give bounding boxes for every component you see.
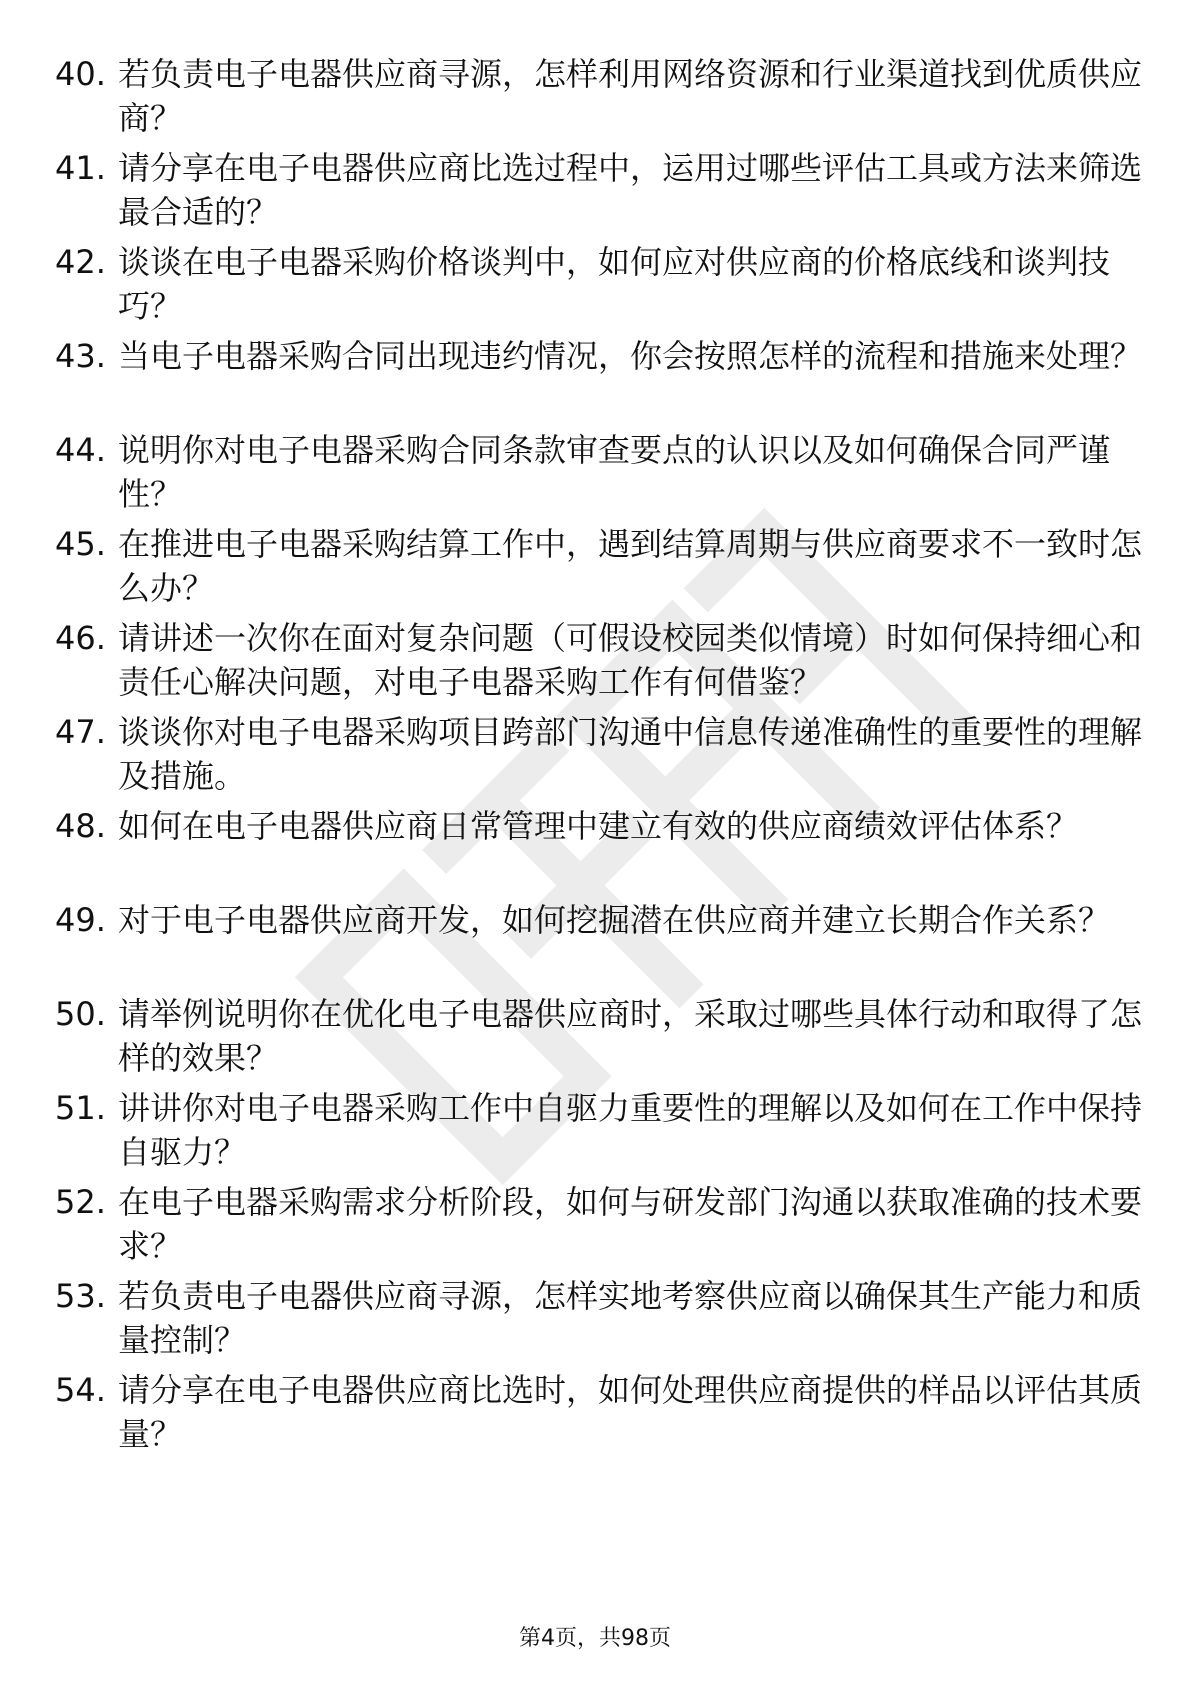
- question-item: [55, 804, 1145, 898]
- question-number: 43.: [55, 337, 106, 375]
- question-number: 41.: [55, 149, 106, 187]
- question-text: 谈谈在电子电器采购价格谈判中，如何应对供应商的价格底线和谈判技巧？: [118, 243, 1111, 325]
- question-number: 53.: [55, 1277, 106, 1315]
- question-number: 48.: [55, 807, 106, 845]
- question-text: 在推进电子电器采购结算工作中，遇到结算周期与供应商要求不一致时怎么办？: [118, 525, 1143, 607]
- question-text: 请分享在电子电器供应商比选时，如何处理供应商提供的样品以评估其质量？: [118, 1371, 1143, 1453]
- question-number: 45.: [55, 525, 106, 563]
- question-text: 讲讲你对电子电器采购工作中自驱力重要性的理解以及如何在工作中保持自驱力？: [118, 1089, 1143, 1171]
- question-item: [55, 1180, 1145, 1274]
- question-text: 请举例说明你在优化电子电器供应商时，采取过哪些具体行动和取得了怎样的效果？: [118, 995, 1143, 1077]
- question-item: [55, 146, 1145, 240]
- question-text: 对于电子电器供应商开发，如何挖掘潜在供应商并建立长期合作关系？: [118, 901, 1111, 939]
- question-number: 47.: [55, 713, 106, 751]
- question-number: 54.: [55, 1371, 106, 1409]
- question-item: [55, 616, 1145, 710]
- question-text: 当电子电器采购合同出现违约情况，你会按照怎样的流程和措施来处理？: [118, 337, 1143, 375]
- question-text: 如何在电子电器供应商日常管理中建立有效的供应商绩效评估体系？: [118, 807, 1079, 845]
- question-number: 44.: [55, 431, 106, 469]
- question-text: 请讲述一次你在面对复杂问题（可假设校园类似情境）时如何保持细心和责任心解决问题，对电子电器采购工作有何借鉴？: [118, 619, 1143, 701]
- question-number: 50.: [55, 995, 106, 1033]
- question-item: [55, 1086, 1145, 1180]
- question-list: [55, 52, 1145, 1462]
- question-number: 49.: [55, 901, 106, 939]
- question-item: [55, 992, 1145, 1086]
- question-item: [55, 1368, 1145, 1462]
- question-text: 若负责电子电器供应商寻源，怎样实地考察供应商以确保其生产能力和质量控制？: [118, 1277, 1143, 1359]
- page-footer: [0, 1624, 1190, 1654]
- question-item: [55, 898, 1145, 992]
- question-text: 请分享在电子电器供应商比选过程中，运用过哪些评估工具或方法来筛选最合适的？: [118, 149, 1143, 231]
- question-number: 40.: [55, 55, 106, 93]
- question-number: 51.: [55, 1089, 106, 1127]
- question-item: [55, 710, 1145, 804]
- question-item: [55, 334, 1145, 428]
- question-item: [55, 428, 1145, 522]
- question-item: [55, 52, 1145, 146]
- question-text: 若负责电子电器供应商寻源，怎样利用网络资源和行业渠道找到优质供应商？: [118, 55, 1143, 137]
- question-text: 说明你对电子电器采购合同条款审查要点的认识以及如何确保合同严谨性？: [118, 431, 1111, 513]
- page-number-label: 第4页，共98页: [519, 1626, 671, 1651]
- question-item: [55, 1274, 1145, 1368]
- question-item: [55, 522, 1145, 616]
- question-number: 52.: [55, 1183, 106, 1221]
- question-item: [55, 240, 1145, 334]
- question-number: 46.: [55, 619, 106, 657]
- question-text: 在电子电器采购需求分析阶段，如何与研发部门沟通以获取准确的技术要求？: [118, 1183, 1143, 1265]
- question-text: 谈谈你对电子电器采购项目跨部门沟通中信息传递准确性的重要性的理解及措施。: [118, 713, 1143, 795]
- question-number: 42.: [55, 243, 106, 281]
